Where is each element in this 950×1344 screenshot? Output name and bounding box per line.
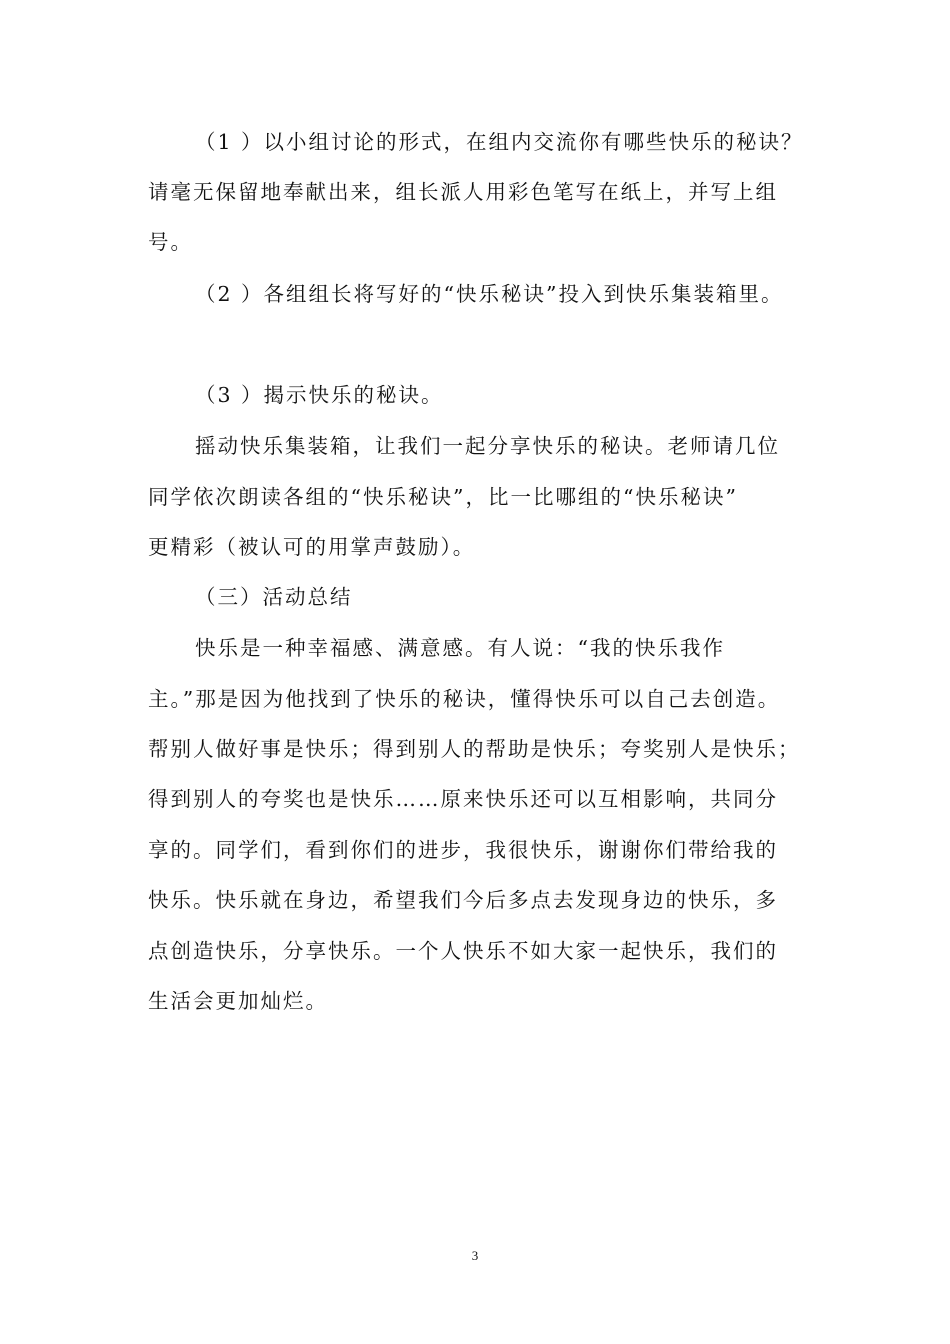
text-line: 快乐。快乐就在身边，希望我们今后多点去发现身边的快乐，多 bbox=[148, 888, 778, 912]
text-line: 得到别人的夸奖也是快乐……原来快乐还可以互相影响，共同分 bbox=[148, 787, 778, 811]
text-line: （1 ）以小组讨论的形式，在组内交流你有哪些快乐的秘诀？ bbox=[195, 130, 804, 154]
text-line: 更精彩（被认可的用掌声鼓励）。 bbox=[148, 535, 476, 559]
page-number: 3 bbox=[471, 1248, 479, 1263]
text-line: 帮别人做好事是快乐；得到别人的帮助是快乐；夸奖别人是快乐； bbox=[148, 737, 801, 761]
text-line: （3 ）揭示快乐的秘诀。 bbox=[195, 383, 444, 407]
text-line: 生活会更加灿烂。 bbox=[148, 989, 328, 1013]
text-line: 摇动快乐集装箱，让我们一起分享快乐的秘诀。老师请几位 bbox=[195, 434, 780, 458]
text-line: 享的。同学们，看到你们的进步，我很快乐，谢谢你们带给我的 bbox=[148, 838, 778, 862]
text-line: 主。”那是因为他找到了快乐的秘诀，懂得快乐可以自己去创造。 bbox=[148, 687, 781, 711]
text-line: （2 ）各组组长将写好的“快乐秘诀”投入到快乐集装箱里。 bbox=[195, 282, 784, 306]
section-heading: （三）活动总结 bbox=[195, 585, 353, 609]
text-line: 点创造快乐，分享快乐。一个人快乐不如大家一起快乐，我们的 bbox=[148, 939, 778, 963]
text-line: 同学依次朗读各组的“快乐秘诀”，比一比哪组的“快乐秘诀” bbox=[148, 485, 738, 509]
text-line: 请毫无保留地奉献出来，组长派人用彩色笔写在纸上，并写上组 bbox=[148, 180, 778, 204]
text-line: 快乐是一种幸福感、满意感。有人说：“我的快乐我作 bbox=[195, 636, 725, 660]
text-line: 号。 bbox=[148, 230, 193, 254]
